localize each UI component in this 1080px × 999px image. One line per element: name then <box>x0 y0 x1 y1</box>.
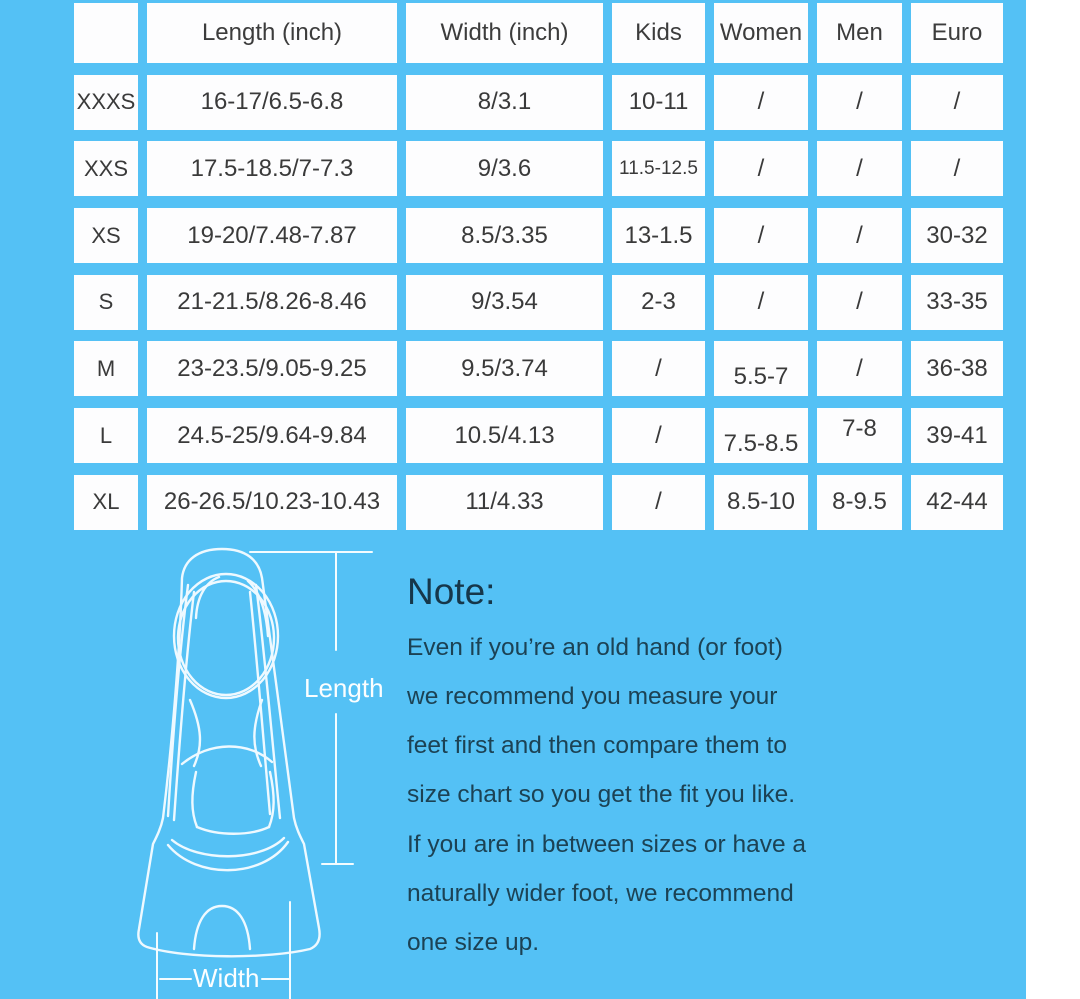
table-cell: / <box>817 275 902 330</box>
row-label-xs: XS <box>74 208 138 263</box>
table-cell: 36-38 <box>911 341 1003 396</box>
note-line: If you are in between sizes or have a <box>407 830 807 858</box>
table-header-euro: Euro <box>911 3 1003 63</box>
table-cell: 9.5/3.74 <box>406 341 603 396</box>
table-cell: 39-41 <box>911 408 1003 463</box>
table-header-women: Women <box>714 3 808 63</box>
table-cell: / <box>817 341 902 396</box>
table-cell: 7-8 <box>817 408 902 463</box>
note-line: Even if you’re an old hand (or foot) <box>407 633 783 661</box>
table-cell: 19-20/7.48-7.87 <box>147 208 397 263</box>
fin-line-art <box>90 540 390 999</box>
table-header-width: Width (inch) <box>406 3 603 63</box>
table-cell: 16-17/6.5-6.8 <box>147 75 397 130</box>
row-label-xl: XL <box>74 475 138 530</box>
table-cell: 24.5-25/9.64-9.84 <box>147 408 397 463</box>
note-line: naturally wider foot, we recommend <box>407 879 794 907</box>
table-cell: 8/3.1 <box>406 75 603 130</box>
table-cell: 42-44 <box>911 475 1003 530</box>
width-dimension-label: Width <box>193 963 260 993</box>
table-cell: / <box>714 208 808 263</box>
table-header-men: Men <box>817 3 902 63</box>
note-section <box>407 572 807 967</box>
table-cell: 2-3 <box>612 275 705 330</box>
table-cell: 23-23.5/9.05-9.25 <box>147 341 397 396</box>
table-cell: / <box>911 141 1003 196</box>
length-dimension-label: Length <box>304 673 384 703</box>
table-cell: 30-32 <box>911 208 1003 263</box>
table-cell: 11.5-12.5 <box>612 141 705 196</box>
row-label-xxxs: XXXS <box>74 75 138 130</box>
row-label-m: M <box>74 341 138 396</box>
table-cell: / <box>612 475 705 530</box>
note-title: Note: <box>407 571 496 612</box>
table-cell: 7.5-8.5 <box>714 408 808 463</box>
table-cell: / <box>714 75 808 130</box>
table-cell: / <box>817 141 902 196</box>
table-cell: 9/3.54 <box>406 275 603 330</box>
table-cell: / <box>817 208 902 263</box>
note-line: feet first and then compare them to <box>407 732 787 760</box>
table-cell: 10.5/4.13 <box>406 408 603 463</box>
table-cell: 26-26.5/10.23-10.43 <box>147 475 397 530</box>
table-cell: / <box>911 75 1003 130</box>
size-table <box>74 3 1003 530</box>
table-cell: / <box>817 75 902 130</box>
row-label-xxs: XXS <box>74 141 138 196</box>
note-line: size chart so you get the fit you like. <box>407 781 796 809</box>
table-cell: 21-21.5/8.26-8.46 <box>147 275 397 330</box>
table-cell: 10-11 <box>612 75 705 130</box>
table-cell: / <box>714 141 808 196</box>
table-cell: 8.5-10 <box>714 475 808 530</box>
dimension-lines-group <box>157 552 372 999</box>
note-line: we recommend you measure your <box>407 682 778 710</box>
table-header-length: Length (inch) <box>147 3 397 63</box>
table-cell: 8-9.5 <box>817 475 902 530</box>
fin-outline-group <box>138 549 319 956</box>
table-cell: 11/4.33 <box>406 475 603 530</box>
table-cell: 33-35 <box>911 275 1003 330</box>
table-cell: 8.5/3.35 <box>406 208 603 263</box>
table-cell: / <box>714 275 808 330</box>
table-cell: 13-1.5 <box>612 208 705 263</box>
table-cell: 9/3.6 <box>406 141 603 196</box>
note-body <box>407 623 807 967</box>
note-line: one size up. <box>407 928 540 956</box>
row-label-l: L <box>74 408 138 463</box>
row-label-s: S <box>74 275 138 330</box>
table-cell: 5.5-7 <box>714 341 808 396</box>
table-cell: / <box>612 341 705 396</box>
table-header-kids: Kids <box>612 3 705 63</box>
table-header-blank <box>74 3 138 63</box>
table-cell: / <box>612 408 705 463</box>
table-cell: 17.5-18.5/7-7.3 <box>147 141 397 196</box>
page-right-margin <box>1026 0 1080 999</box>
